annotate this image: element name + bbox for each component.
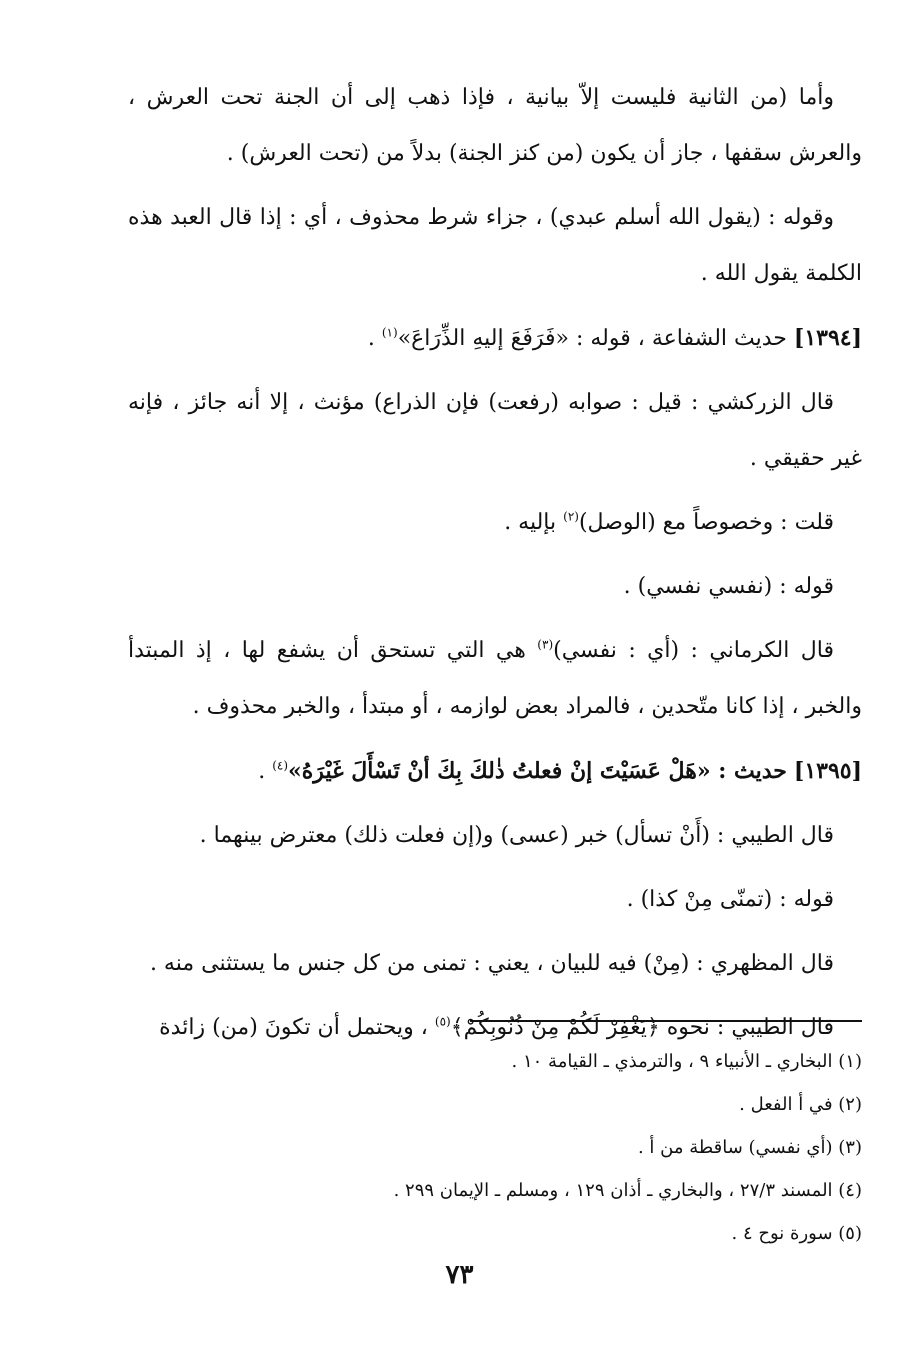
paragraph-text: قال الطيبي : نحوه ﴿يَغْفِرْ لَكُمْ مِنْ ذُنُوبِكُمْ﴾	[450, 1015, 834, 1040]
paragraph-5	[128, 495, 862, 551]
paragraph-7	[128, 623, 862, 735]
footnote-ref-2: (٢)	[563, 509, 579, 524]
paragraph-4	[128, 375, 862, 487]
footnote-ref-1: (١)	[381, 325, 398, 340]
main-text	[128, 70, 862, 1056]
hadith-number: [١٣٩٥]	[793, 758, 862, 784]
hadith-text: حديث الشفاعة ، قوله : «فَرَفَعَ إليهِ الذِّرَاعَ»	[397, 326, 787, 351]
footnote-ref-4: (٤)	[272, 758, 289, 773]
hadith-1395	[128, 743, 862, 800]
paragraph-text: قال الكرماني : (أي : نفسي)	[553, 638, 834, 663]
hadith-text: حديث : «هَلْ عَسَيْتَ إنْ فعلتُ ذٰلكَ بِكَ أنْ تَسْأَلَ غَيْرَهُ»	[288, 758, 787, 784]
paragraph-2	[128, 190, 862, 302]
footnote-ref-3: (٣)	[537, 637, 554, 652]
footnote-4: (٤) المسند ٢٧/٣ ، والبخاري ـ أذان ١٢٩ ، ومسلم ـ الإيمان ٢٩٩ .	[393, 1180, 862, 1201]
footnote-1: (١) البخاري ـ الأنبياء ٩ ، والترمذي ـ القيامة ١٠ .	[511, 1051, 862, 1072]
paragraph-6	[128, 559, 862, 615]
paragraph-9	[128, 808, 862, 864]
paragraph-tail: ، ويحتمل أن تكونَ (من) زائدة	[159, 1015, 435, 1040]
paragraph-tail: .	[258, 759, 273, 784]
paragraph-text: قوله : (نفسي نفسي) .	[623, 574, 834, 599]
footnote-ref-5: (٥)	[434, 1014, 451, 1029]
footnote-divider	[470, 1020, 862, 1022]
paragraph-text: وأما (من الثانية فليست إلاّ بيانية ، فإذا ذهب إلى أن الجنة تحت العرش ، والعرش سقفها ، جاز أن يكون (من كنز الجنة) بدلاً من (تحت العرش) .	[128, 85, 862, 166]
paragraph-tail: .	[367, 326, 382, 351]
paragraph-tail: بإليه .	[504, 510, 564, 535]
paragraph-10	[128, 872, 862, 928]
paragraph-11	[128, 936, 862, 992]
paragraph-tail: هي التي تستحق أن يشفع لها ، إذ المبتدأ والخبر ، إذا كانا متّحدين ، فالمراد بعض لوازمه ، أو مبتدأ ، والخبر محذوف .	[128, 638, 862, 719]
footnote-3: (٣) (أي نفسي) ساقطة من أ .	[637, 1137, 862, 1158]
paragraph-text: قال المظهري : (مِنْ) فيه للبيان ، يعني : تمنى من كل جنس ما يستثنى منه .	[149, 951, 834, 976]
hadith-number: [١٣٩٤]	[793, 325, 862, 351]
paragraph-text: قلت : وخصوصاً مع (الوصل)	[578, 510, 834, 535]
footnote-5: (٥) سورة نوح ٤ .	[731, 1223, 862, 1244]
page-number: ٧٣	[445, 1260, 474, 1290]
paragraph-1	[128, 70, 862, 182]
hadith-1394	[128, 310, 862, 367]
paragraph-text: وقوله : (يقول الله أسلم عبدي) ، جزاء شرط محذوف ، أي : إذا قال العبد هذه الكلمة يقول الله .	[128, 205, 862, 286]
footnotes	[300, 1040, 862, 1255]
paragraph-text: قال الزركشي : قيل : صوابه (رفعت) فإن الذراع) مؤنث ، إلا أنه جائز ، فإنه غير حقيقي .	[128, 390, 862, 471]
paragraph-text: قال الطيبي : (أَنْ تسأل) خبر (عسى) و(إن فعلت ذلك) معترض بينهما .	[199, 823, 834, 848]
footnote-2: (٢) في أ الفعل .	[739, 1094, 862, 1115]
paragraph-text: قوله : (تمنّى مِنْ كذا) .	[626, 887, 834, 912]
